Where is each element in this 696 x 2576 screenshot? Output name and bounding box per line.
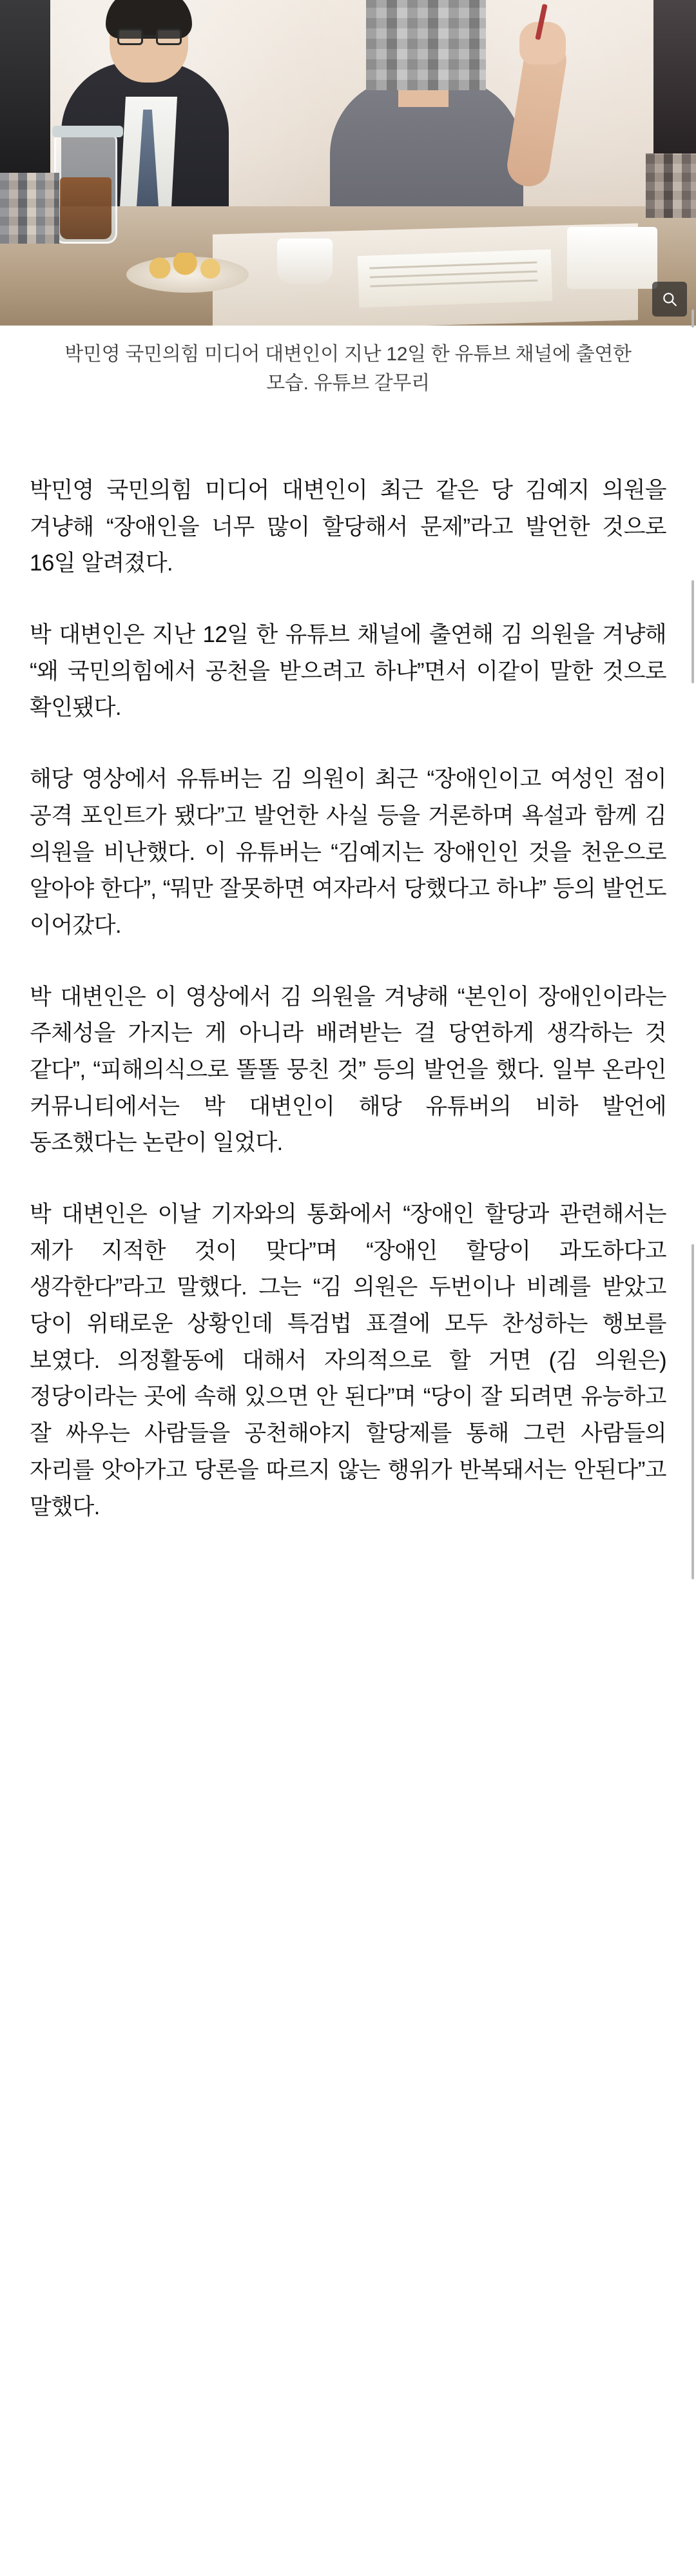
scroll-indicator-lower[interactable] [691,1244,694,1579]
article-paragraph: 해당 영상에서 유튜버는 김 의원이 최근 “장애인이고 여성인 점이 공격 포인트가 됐다”고 발언한 사실 등을 거론하며 욕설과 함께 김 의원을 비난했다. 이 유튜버는 “김예지는 장애인인 것을 천운으로 알아야 한다”, “뭐만 잘못하면 여자라서 당했다고 하냐” 등의 발언도 이어갔다. [30,766,666,938]
photo-right-panel [653,0,696,153]
photo-tissue-box [567,227,657,289]
photo-left-panel [0,0,50,173]
scroll-indicator-mid[interactable] [691,580,694,683]
photo-drink-jug [54,134,117,244]
face-mosaic-blur [366,0,486,90]
figure-caption: 박민영 국민의힘 미디어 대변인이 지난 12일 한 유튜브 채널에 출연한 모습. 유튜브 갈무리 [64,344,632,394]
article-paragraph: 박민영 국민의힘 미디어 대변인이 최근 같은 당 김예지 의원을 겨냥해 “장애인을 너무 많이 할당해서 문제”라고 발언한 것으로 16일 알려졌다. [30,478,666,576]
mosaic-top-left [0,173,59,244]
photo-cup [277,239,333,284]
zoom-icon[interactable] [652,282,687,317]
article-paragraph: 박 대변인은 이날 기자와의 통화에서 “장애인 할당과 관련해서는 제가 지적한 것이 맞다”며 “장애인 할당이 과도하다고 생각한다”라고 말했다. 그는 “김 의원은 두번이나 비례를 받았고 당이 위태로운 상황인데 특검법 표결에 모두 찬성하는 행보를 보였다. 의정활동에 대해서 자의적으로 할 거면 (김 의원은) 정당이라는 곳에 속해 있으면 안 된다”며 “당이 잘 되려면 유능하고 잘 싸우는 사람들을 공천해야지 할당제를 통해 그런 사람들의 자리를 앗아가고 당론을 따르지 않는 행위가 반복돼서는 안된다”고 말했다. [30,1202,666,1519]
article-paragraph: 박 대변인은 지난 12일 한 유튜브 채널에 출연해 김 의원을 겨냥해 “왜 국민의힘에서 공천을 받으려고 하냐”면서 이같이 말한 것으로 확인됐다. [30,622,666,721]
article-photo[interactable] [0,0,696,326]
mosaic-top-right [646,153,696,218]
person-left-glasses [117,28,182,45]
article-body [0,403,696,1577]
photo-food [142,253,232,278]
article-figure [0,0,696,403]
article-paragraph: 박 대변인은 이 영상에서 김 의원을 겨냥해 “본인이 장애인이라는 주체성을 가지는 게 아니라 배려받는 걸 당연하게 생각하는 것 같다”, “피해의식으로 똘똘 뭉친 것” 등의 발언을 했다. 일부 온라인 커뮤니티에서는 박 대변인이 해당 유튜버의 비하 발언에 동조했다는 논란이 일었다. [30,984,666,1156]
photo-papers [358,249,553,307]
scroll-indicator-upper[interactable] [691,309,694,327]
person-right-hand [519,22,566,64]
